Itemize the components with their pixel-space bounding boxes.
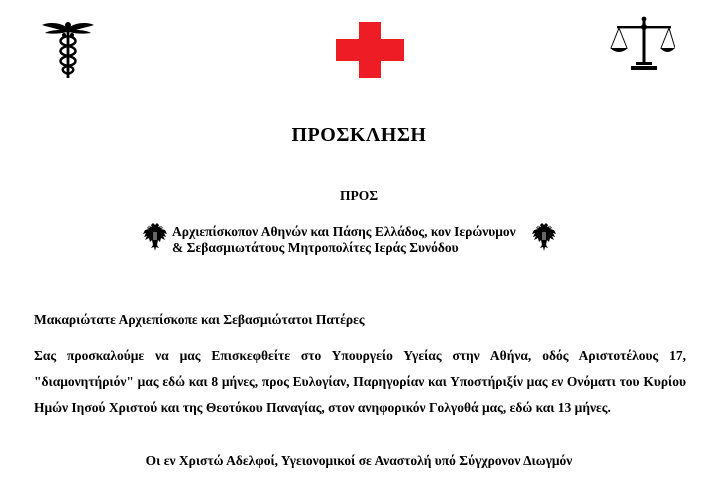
scales-of-justice-icon bbox=[609, 16, 675, 72]
red-cross-icon bbox=[336, 22, 404, 78]
signature-line: Οι εν Χριστώ Αδελφοί, Υγειονομικοί σε Αναστολή υπό Σύγχρονον Διωγμόν bbox=[145, 453, 573, 468]
body-paragraph: Σας προσκαλούμε να μας Επισκεφθείτε στο Υπουργείο Υγείας στην Αθήνα, οδός Αριστοτέλους 17, "διαμονητήριόν" μας εδώ και 8 μήνες, προς Ευλογίαν, Παρηγορίαν και Υποστήριξίν μας εν Ονόματι του Κυρίου Ημών Ιησού Χριστού και της Θεοτόκου Παναγίας, στον ανηφορικόν Γολγοθά μας, εδώ και 13 μήνες. bbox=[34, 348, 686, 415]
document-title: ΠΡΟΣΚΛΗΣΗ bbox=[291, 124, 427, 146]
addressee-block bbox=[172, 224, 532, 256]
caduceus-icon bbox=[40, 18, 96, 80]
double-headed-eagle-icon bbox=[531, 222, 557, 252]
double-headed-eagle-icon bbox=[142, 222, 168, 252]
salutation: Μακαριώτατε Αρχιεπίσκοπε και Σεβασμιώτατοι Πατέρες bbox=[34, 312, 365, 327]
addressee-line: & Σεβασμιωτάτους Μητροπολίτες Ιεράς Συνόδου bbox=[172, 240, 459, 255]
addressee-line: Αρχιεπίσκοπον Αθηνών και Πάσης Ελλάδος, κον Ιερώνυμον bbox=[172, 224, 516, 239]
to-label: ΠΡΟΣ bbox=[339, 188, 379, 203]
